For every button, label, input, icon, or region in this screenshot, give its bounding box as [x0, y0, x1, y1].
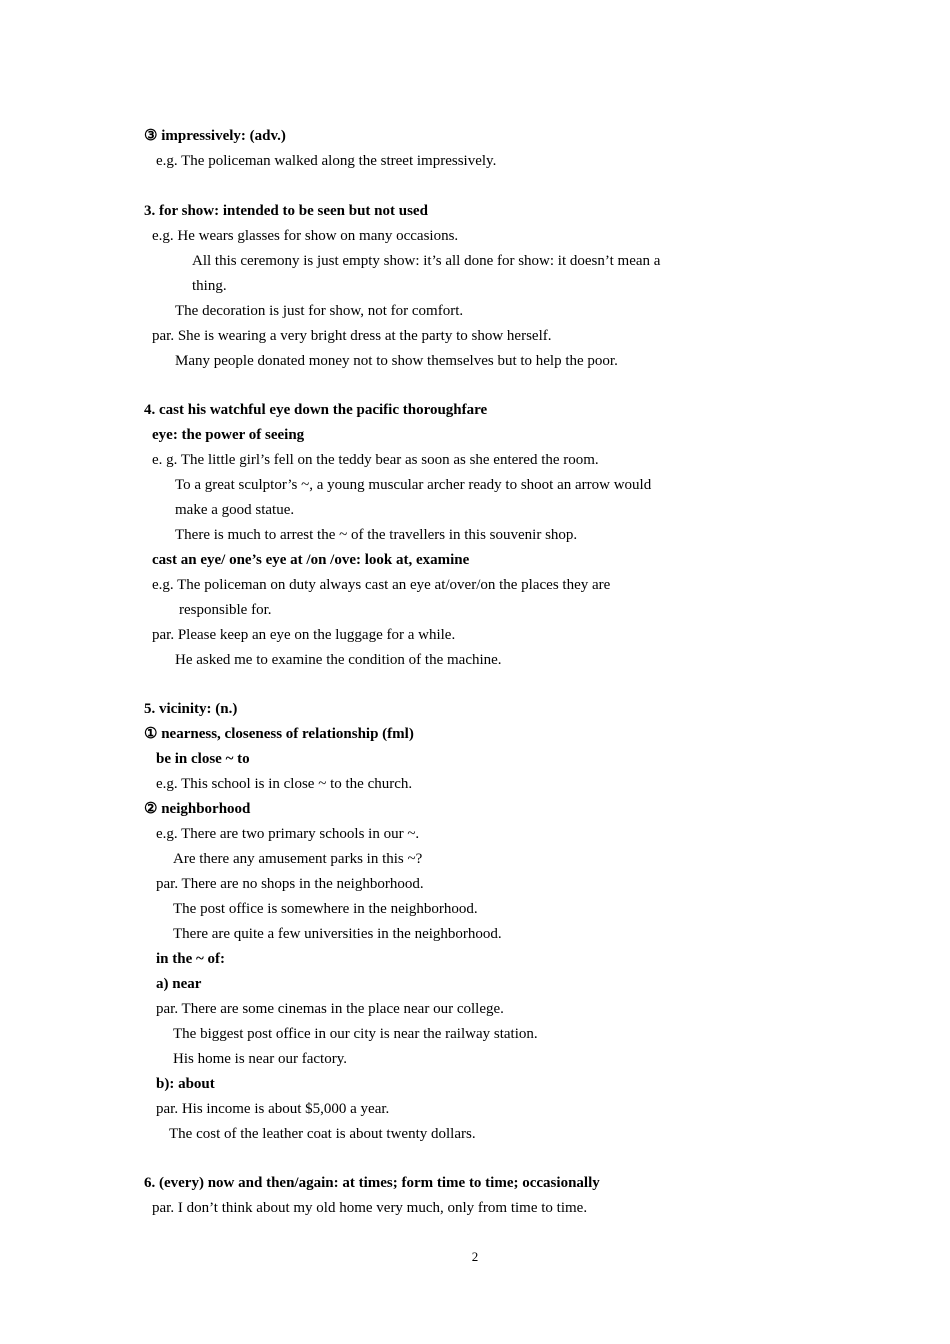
paraphrase-line: par. I don’t think about my old home very much, only from time to time. [152, 1200, 588, 1216]
definition-line: cast an eye/ one’s eye at /on /ove: look at, examine [152, 552, 470, 568]
example-line: e.g. He wears glasses for show on many occasions. [152, 228, 459, 244]
example-line: make a good statue. [175, 502, 295, 518]
paraphrase-line: par. There are some cinemas in the place near our college. [156, 1001, 504, 1017]
paraphrase-line: The post office is somewhere in the neighborhood. [173, 901, 478, 917]
paraphrase-line: par. His income is about $5,000 a year. [156, 1101, 390, 1117]
subentry-heading: ② neighborhood [144, 801, 251, 817]
entry-heading: 5. vicinity: (n.) [144, 701, 238, 717]
paraphrase-line: The cost of the leather coat is about twenty dollars. [169, 1126, 476, 1142]
example-line: e.g. There are two primary schools in our ~. [156, 826, 420, 842]
entry-heading: 3. for show: intended to be seen but not used [144, 203, 428, 219]
paraphrase-line: Many people donated money not to show themselves but to help the poor. [175, 353, 618, 369]
subentry-heading: ③ impressively: (adv.) [144, 128, 286, 144]
entry-heading: 6. (every) now and then/again: at times; form time to time; occasionally [144, 1175, 600, 1191]
example-line: The decoration is just for show, not for comfort. [175, 303, 464, 319]
example-line: e.g. The policeman walked along the street impressively. [156, 153, 497, 169]
page-number: 2 [471, 1249, 479, 1264]
definition-line: a) near [156, 976, 202, 992]
example-line: e.g. This school is in close ~ to the church. [156, 776, 413, 792]
paraphrase-line: The biggest post office in our city is near the railway station. [173, 1026, 538, 1042]
example-line: e.g. The policeman on duty always cast an eye at/over/on the places they are [152, 577, 611, 593]
definition-line: be in close ~ to [156, 751, 250, 767]
definition-line: eye: the power of seeing [152, 427, 305, 443]
example-line: To a great sculptor’s ~, a young muscular archer ready to shoot an arrow would [175, 477, 652, 493]
example-line: thing. [192, 278, 227, 294]
paraphrase-line: There are quite a few universities in the neighborhood. [173, 926, 502, 942]
example-line: responsible for. [179, 602, 272, 618]
definition-line: in the ~ of: [156, 951, 226, 967]
paraphrase-line: His home is near our factory. [173, 1051, 347, 1067]
example-line: Are there any amusement parks in this ~? [173, 851, 423, 867]
example-line: There is much to arrest the ~ of the travellers in this souvenir shop. [175, 527, 578, 543]
paraphrase-line: par. There are no shops in the neighborhood. [156, 876, 424, 892]
example-line: All this ceremony is just empty show: it’s all done for show: it doesn’t mean a [192, 253, 661, 269]
paraphrase-line: par. Please keep an eye on the luggage for a while. [152, 627, 456, 643]
paraphrase-line: par. She is wearing a very bright dress at the party to show herself. [152, 328, 552, 344]
paraphrase-line: He asked me to examine the condition of the machine. [175, 652, 502, 668]
definition-line: b): about [156, 1076, 215, 1092]
example-line: e. g. The little girl’s fell on the teddy bear as soon as she entered the room. [152, 452, 599, 468]
entry-heading: 4. cast his watchful eye down the pacific thoroughfare [144, 402, 488, 418]
subentry-heading: ① nearness, closeness of relationship (fml) [144, 726, 414, 742]
